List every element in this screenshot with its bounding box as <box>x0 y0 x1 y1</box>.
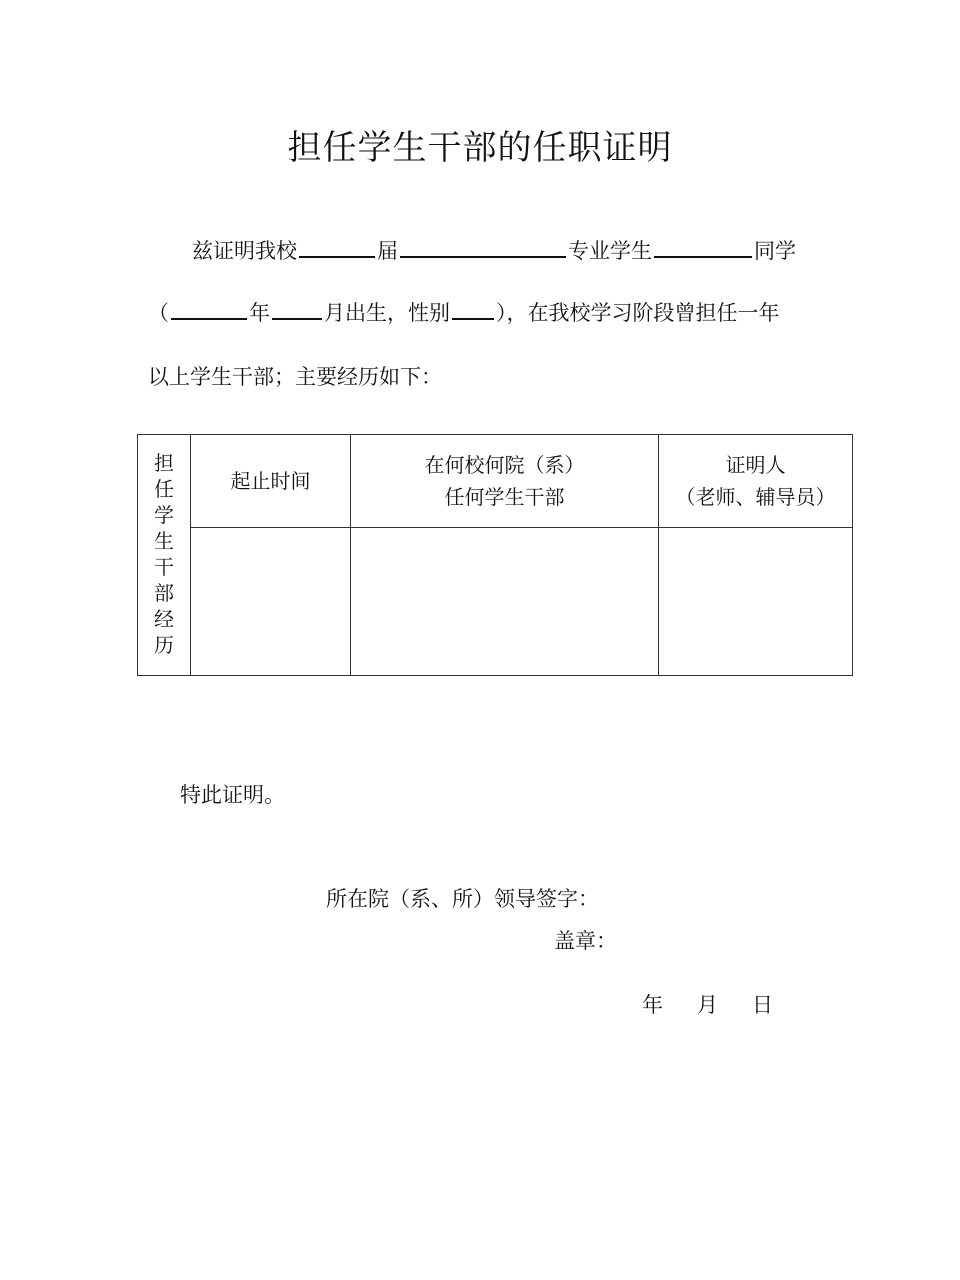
text-major-student: 专业学生 <box>568 239 652 263</box>
text-served-cadre: ），在我校学习阶段曾担任一年 <box>496 301 780 325</box>
blank-birth-year[interactable] <box>171 298 247 320</box>
header-witness-line2: （老师、辅导员） <box>675 485 836 509</box>
cell-period[interactable] <box>191 528 351 676</box>
date-day: 日 <box>752 993 773 1017</box>
text-open-paren: （ <box>148 301 169 325</box>
paragraph-line-1 <box>192 236 796 266</box>
header-position-line2: 任何学生干部 <box>444 485 565 509</box>
header-position-line1: 在何校何院（系） <box>424 453 585 477</box>
date-line <box>642 990 773 1020</box>
blank-grade-year[interactable] <box>299 236 375 258</box>
cell-witness[interactable] <box>659 528 853 676</box>
header-position <box>351 435 659 528</box>
text-year: 年 <box>249 301 270 325</box>
paragraph-line-2 <box>148 298 780 328</box>
text-grade: 届 <box>377 239 398 263</box>
text-certify-school: 兹证明我校 <box>192 239 297 263</box>
side-label: 担任学生干部经历 <box>154 450 174 657</box>
date-month: 月 <box>697 993 718 1017</box>
experience-table <box>137 434 853 676</box>
header-period: 起止时间 <box>191 435 351 528</box>
table-row <box>138 528 853 676</box>
leader-signature-label: 所在院（系、所）领导签字： <box>326 887 599 911</box>
date-year: 年 <box>642 993 663 1017</box>
blank-student-name[interactable] <box>654 236 752 258</box>
cell-position[interactable] <box>351 528 659 676</box>
table-header-row <box>138 435 853 528</box>
header-witness-line1: 证明人 <box>725 453 786 477</box>
side-label-cell <box>138 435 191 676</box>
header-witness <box>659 435 853 528</box>
blank-major[interactable] <box>400 236 566 258</box>
text-month-gender: 月出生，性别 <box>324 301 450 325</box>
blank-birth-month[interactable] <box>272 298 322 320</box>
page-title: 担任学生干部的任职证明 <box>287 128 673 168</box>
blank-gender[interactable] <box>452 298 494 320</box>
closing-statement: 特此证明。 <box>180 783 285 807</box>
paragraph-line-3: 以上学生干部；主要经历如下： <box>148 365 442 389</box>
text-classmate: 同学 <box>754 239 796 263</box>
seal-label: 盖章： <box>554 929 617 953</box>
